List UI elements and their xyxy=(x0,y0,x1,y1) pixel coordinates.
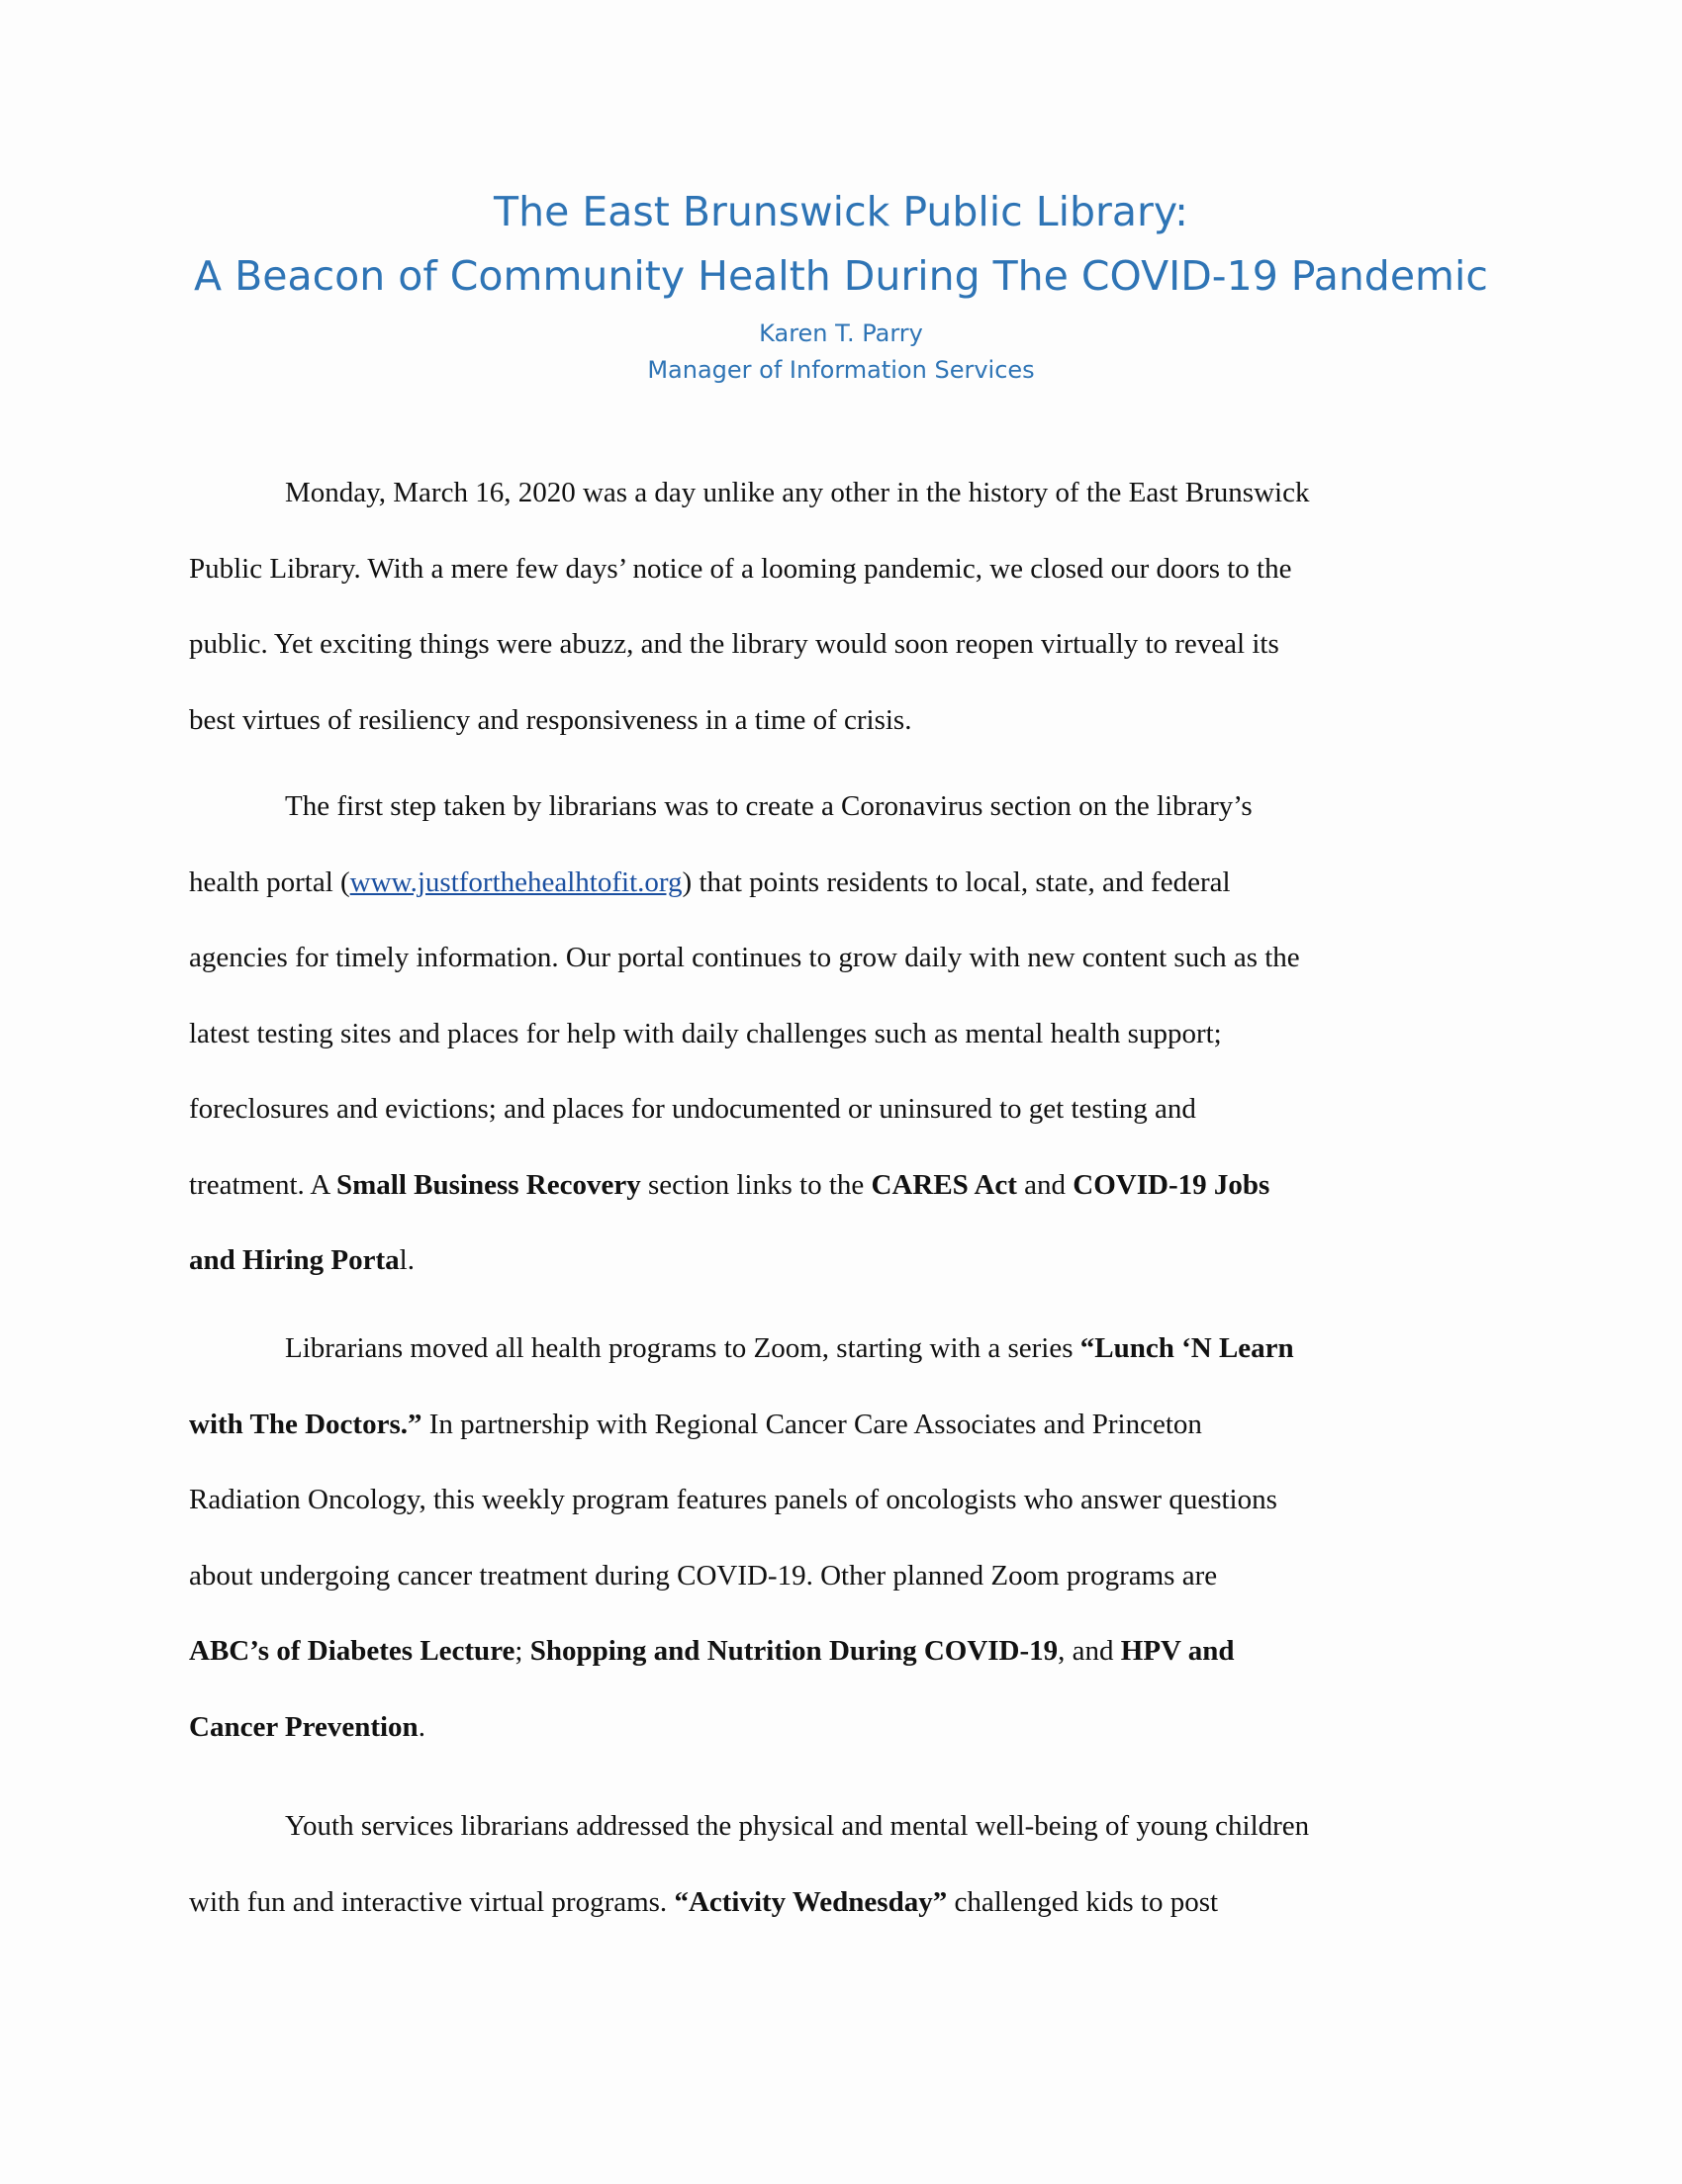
bold-text: HPV and xyxy=(1120,1635,1235,1667)
text-run: treatment. A xyxy=(189,1168,336,1201)
text-run: section links to the xyxy=(640,1168,872,1201)
bold-text: ABC’s of Diabetes Lecture xyxy=(189,1635,515,1667)
paragraph-line xyxy=(189,845,1465,921)
paragraph-line: Monday, March 16, 2020 was a day unlike any other in the history of the East Brunswick xyxy=(285,477,1310,508)
paragraph-line: latest testing sites and places for help with daily challenges such as mental health support; xyxy=(189,1017,1222,1049)
text-run: l. xyxy=(399,1244,415,1276)
document-title-line-2: A Beacon of Community Health During The COVID-19 Pandemic xyxy=(194,252,1488,300)
bold-text: Shopping and Nutrition During COVID-19 xyxy=(529,1635,1059,1667)
bold-text: “Lunch ‘N Learn xyxy=(1079,1332,1294,1364)
paragraph-2 xyxy=(189,769,1465,1299)
paragraph-line xyxy=(189,1613,1465,1689)
bold-text: with The Doctors.” xyxy=(189,1408,422,1440)
bold-text: and Hiring Porta xyxy=(189,1244,400,1276)
paragraph-line: about undergoing cancer treatment during COVID-19. Other planned Zoom programs are xyxy=(189,1559,1218,1592)
text-run: challenged kids to post xyxy=(947,1885,1219,1918)
paragraph-line: best virtues of resiliency and responsiveness in a time of crisis. xyxy=(189,703,912,736)
paragraph-3 xyxy=(189,1311,1465,1765)
paragraph-line xyxy=(189,1223,1465,1299)
text-run: , and xyxy=(1058,1635,1121,1667)
paragraph-line: foreclosures and evictions; and places for undocumented or uninsured to get testing and xyxy=(189,1093,1196,1125)
paragraph-line xyxy=(189,1865,1465,1941)
text-run: health portal ( xyxy=(189,865,350,898)
paragraph-line: agencies for timely information. Our portal continues to grow daily with new content such as the xyxy=(189,942,1300,973)
paragraph-line xyxy=(189,1689,1465,1766)
author-name: Karen T. Parry xyxy=(759,319,923,347)
author-role: Manager of Information Services xyxy=(647,356,1035,384)
paragraph-4 xyxy=(189,1788,1465,1940)
paragraph-line: The first step taken by librarians was to create a Coronavirus section on the library’s xyxy=(285,790,1253,822)
health-portal-link[interactable]: www.justforthehealhtofit.org xyxy=(349,865,683,898)
paragraph-line xyxy=(189,1311,1465,1387)
paragraph-line: Youth services librarians addressed the physical and mental well-being of young children xyxy=(285,1810,1310,1842)
text-run: . xyxy=(418,1710,425,1743)
paragraph-line: public. Yet exciting things were abuzz, and the library would soon reopen virtually to reveal its xyxy=(189,628,1279,660)
bold-text: CARES Act xyxy=(871,1168,1017,1201)
bold-text: COVID-19 Jobs xyxy=(1073,1168,1270,1201)
paragraph-line xyxy=(189,1147,1465,1224)
text-run: and xyxy=(1016,1168,1074,1201)
bold-text: “Activity Wednesday” xyxy=(674,1885,948,1918)
paragraph-1 xyxy=(189,455,1465,758)
text-run: In partnership with Regional Cancer Care Associates and Princeton xyxy=(421,1408,1202,1440)
document-title-line-1: The East Brunswick Public Library: xyxy=(494,188,1188,235)
bold-text: Small Business Recovery xyxy=(336,1168,641,1201)
text-run: ; xyxy=(514,1635,530,1667)
paragraph-line xyxy=(189,1387,1465,1463)
paragraph-line: Radiation Oncology, this weekly program features panels of oncologists who answer questions xyxy=(189,1484,1277,1515)
text-run: with fun and interactive virtual programs. xyxy=(189,1885,675,1918)
paragraph-line: Public Library. With a mere few days’ notice of a looming pandemic, we closed our doors to the xyxy=(189,552,1292,585)
text-run: Librarians moved all health programs to Zoom, starting with a series xyxy=(285,1332,1080,1364)
text-run: ) that points residents to local, state, and federal xyxy=(682,865,1231,898)
bold-text: Cancer Prevention xyxy=(189,1710,419,1743)
